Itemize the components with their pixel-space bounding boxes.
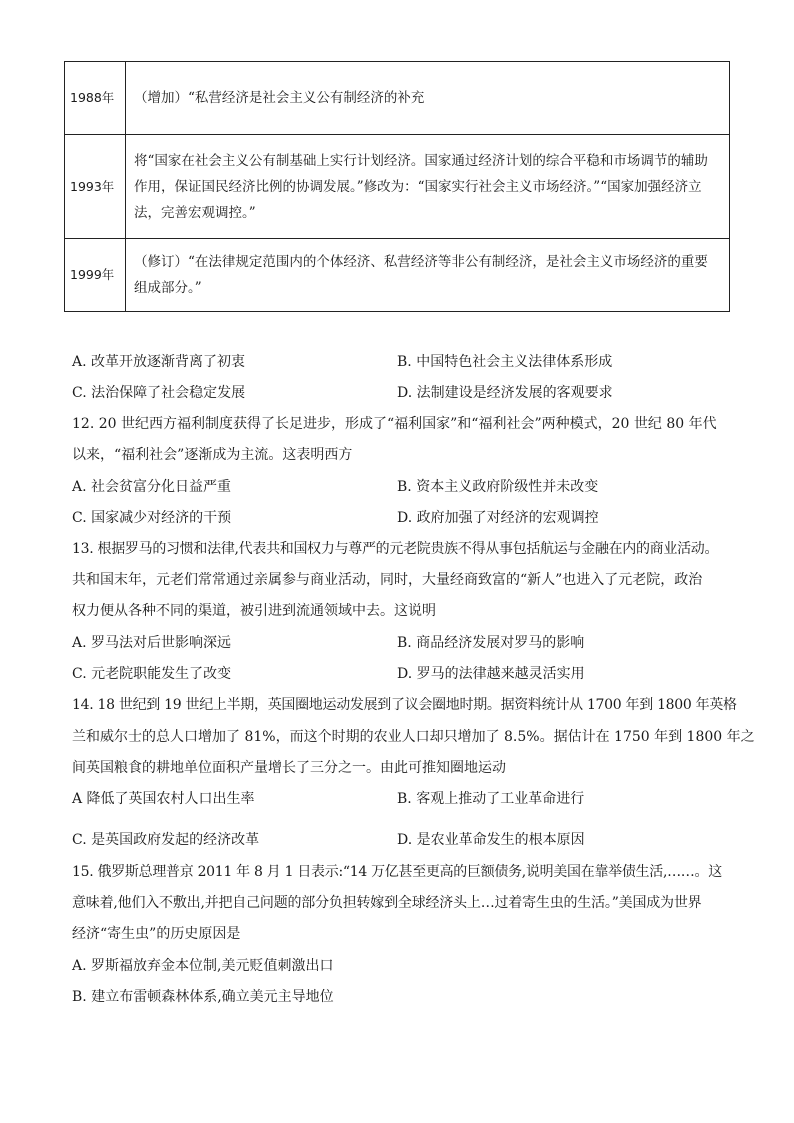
q13-option-d[interactable]: D. 罗马的法律越来越灵活实用 [397,666,585,682]
q14-option-c[interactable]: C. 是英国政府发起的经济改革 [72,832,260,848]
q15-option-b[interactable]: B. 建立布雷顿森林体系,确立美元主导地位 [72,989,334,1005]
q13-option-b[interactable]: B. 商品经济发展对罗马的影响 [397,635,585,651]
q12-option-a[interactable]: A. 社会贫富分化日益严重 [72,479,232,495]
q11-option-a[interactable]: A. 改革开放逐渐背离了初衷 [72,354,246,370]
q11-option-c[interactable]: C. 法治保障了社会稳定发展 [72,385,246,401]
table-row [65,135,730,239]
amendment-text-cell: 将“国家在社会主义公有制基础上实行计划经济。国家通过经济计划的综合平稳和市场调节的辅助作用，保证国民经济比例的协调发展。”修改为：“国家实行社会主义市场经济。”“国家加强经济立法，完善宏观调控。” [126,135,730,239]
q13-option-a[interactable]: A. 罗马法对后世影响深远 [72,635,232,651]
q15-stem-line: 意味着,他们入不敷出,并把自己问题的部分负担转嫁到全球经济头上…过着寄生虫的生活。”美国成为世界 [72,895,702,911]
q13-option-c[interactable]: C. 元老院职能发生了改变 [72,666,232,682]
q12-stem-line: 12. 20 世纪西方福利制度获得了长足进步，形成了“福利国家”和“福利社会”两种模式，20 世纪 80 年代 [72,416,717,432]
q14-option-a[interactable]: A 降低了英国农村人口出生率 [72,791,255,807]
constitution-amendment-table [64,61,730,312]
q14-stem-line: 14. 18 世纪到 19 世纪上半期，英国圈地运动发展到了议会圈地时期。据资料统计从 1700 年到 1800 年英格 [72,697,737,713]
q14-option-d[interactable]: D. 是农业革命发生的根本原因 [397,832,585,848]
q12-option-d[interactable]: D. 政府加强了对经济的宏观调控 [397,510,599,526]
q12-option-c[interactable]: C. 国家减少对经济的干预 [72,510,232,526]
q11-option-b[interactable]: B. 中国特色社会主义法律体系形成 [397,354,613,370]
q14-stem-line: 间英国粮食的耕地单位面积产量增长了三分之一。由此可推知圈地运动 [72,760,506,776]
q13-stem-line: 13. 根据罗马的习惯和法律,代表共和国权力与尊严的元老院贵族不得从事包括航运与金融在内的商业活动。 [72,541,719,557]
q14-option-b[interactable]: B. 客观上推动了工业革命进行 [397,791,585,807]
year-cell: 1988年 [65,62,126,135]
amendment-text-cell: （增加）“私营经济是社会主义公有制经济的补充 [126,62,730,135]
year-cell: 1999年 [65,239,126,312]
q11-option-d[interactable]: D. 法制建设是经济发展的客观要求 [397,385,613,401]
amendment-text-cell: （修订）“在法律规定范围内的个体经济、私营经济等非公有制经济，是社会主义市场经济的重要组成部分。” [126,239,730,312]
q13-stem-line: 共和国末年，元老们常常通过亲属参与商业活动，同时，大量经商致富的“新人”也进入了元老院，政治 [72,572,703,588]
year-cell: 1993年 [65,135,126,239]
q12-option-b[interactable]: B. 资本主义政府阶级性并未改变 [397,479,599,495]
q12-stem-line: 以来，“福利社会”逐渐成为主流。这表明西方 [72,447,353,463]
q15-stem-line: 经济“寄生虫”的历史原因是 [72,926,241,942]
table-row [65,62,730,135]
q13-stem-line: 权力便从各种不同的渠道，被引进到流通领域中去。这说明 [72,603,436,619]
q15-option-a[interactable]: A. 罗斯福放弃金本位制,美元贬值刺激出口 [72,958,334,974]
q15-stem-line: 15. 俄罗斯总理普京 2011 年 8 月 1 日表示:“14 万亿甚至更高的巨额债务,说明美国在靠举债生活,……。这 [72,864,722,880]
table-row [65,239,730,312]
q14-stem-line: 兰和威尔士的总人口增加了 81%，而这个时期的农业人口却只增加了 8.5%。据估计在 1750 年到 1800 年之 [72,729,755,745]
